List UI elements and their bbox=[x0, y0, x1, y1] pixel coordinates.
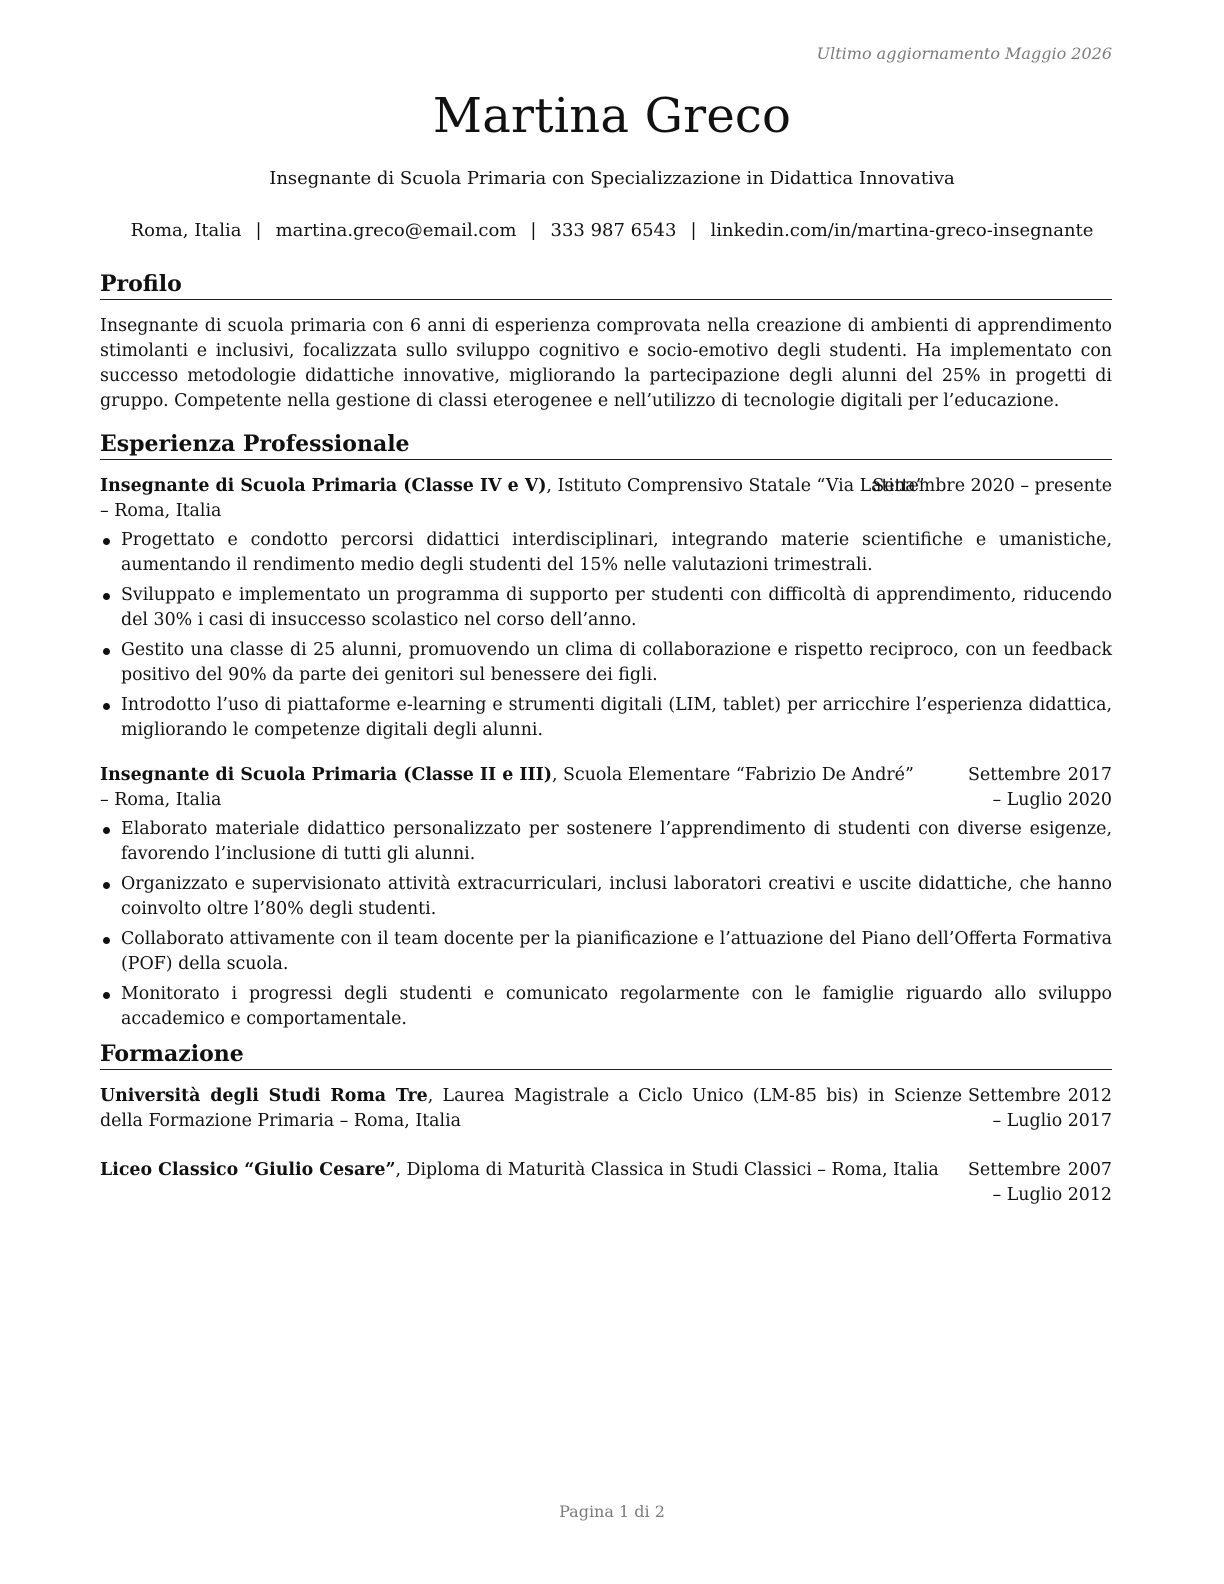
bullet-text: Introdotto l’uso di piattaforme e-learning e strumenti digitali (LIM, tablet) per arricchire l’esperienza didattica, migliorando le competenze digitali degli alunni. bbox=[121, 695, 1112, 740]
job-dates: Settembre 2017 – Luglio 2020 bbox=[968, 765, 1112, 810]
section-title-profile: Profilo bbox=[100, 270, 1112, 300]
bullet-icon bbox=[103, 703, 110, 710]
job-role: Insegnante di Scuola Primaria (Classe II e III) bbox=[100, 765, 552, 785]
job-organization: , Istituto Comprensivo Statale “Via Latina” bbox=[546, 476, 925, 496]
bullet-text: Gestito una classe di 25 alunni, promuovendo un clima di collaborazione e rispetto reciproco, con un feedback positivo del 90% da parte dei genitori sul benessere dei figli. bbox=[121, 640, 1112, 685]
bullet-icon bbox=[103, 593, 110, 600]
bullet-text: Progettato e condotto percorsi didattici interdisciplinari, integrando materie scientifiche e umanistiche, aumentando il rendimento medio degli studenti del 15% nelle valutazioni trimestrali. bbox=[121, 530, 1112, 575]
contact-phone: 333 987 6543 bbox=[550, 220, 677, 241]
resume-body bbox=[100, 270, 1112, 1208]
bullet-text: Organizzato e supervisionato attività extracurriculari, inclusi laboratori creativi e uscite didattiche, che hanno coinvolto oltre l’80% degli studenti. bbox=[121, 874, 1112, 919]
job-role: Insegnante di Scuola Primaria (Classe IV e V) bbox=[100, 476, 547, 496]
bullet-icon bbox=[103, 538, 110, 545]
contact-line bbox=[0, 220, 1224, 241]
last-updated: Ultimo aggiornamento Maggio 2026 bbox=[816, 44, 1112, 63]
section-title-experience: Esperienza Professionale bbox=[100, 430, 1112, 460]
bullet-icon bbox=[103, 648, 110, 655]
list-item bbox=[100, 693, 1112, 743]
bullet-text: Monitorato i progressi degli studenti e comunicato regolarmente con le famiglie riguardo allo sviluppo accademico e comportamentale. bbox=[121, 984, 1112, 1029]
job-dates: Settembre 2020 – presente bbox=[872, 476, 1112, 496]
candidate-name: Martina Greco bbox=[432, 88, 792, 144]
education-institution: Liceo Classico “Giulio Cesare” bbox=[100, 1160, 396, 1180]
contact-separator: | bbox=[255, 220, 262, 241]
list-item bbox=[100, 817, 1112, 867]
education-degree: , Diploma di Maturità Classica in Studi Classici – Roma, Italia bbox=[395, 1160, 939, 1180]
job-entry bbox=[100, 474, 1112, 743]
job-location: – Roma, Italia bbox=[100, 501, 222, 521]
job-bullets bbox=[100, 528, 1112, 743]
job-header bbox=[100, 474, 1112, 524]
education-dates: Settembre 2007 – Luglio 2012 bbox=[968, 1160, 1112, 1205]
education-institution: Università degli Studi Roma Tre bbox=[100, 1086, 428, 1106]
bullet-icon bbox=[103, 937, 110, 944]
list-item bbox=[100, 872, 1112, 922]
education-entry bbox=[100, 1158, 1112, 1208]
bullet-text: Sviluppato e implementato un programma di supporto per studenti con difficoltà di apprendimento, riducendo del 30% i casi di insuccesso scolastico nel corso dell’anno. bbox=[121, 585, 1112, 630]
bullet-icon bbox=[103, 882, 110, 889]
education-line bbox=[100, 1084, 962, 1134]
candidate-headline: Insegnante di Scuola Primaria con Specializzazione in Didattica Innovativa bbox=[269, 168, 955, 189]
education-entry bbox=[100, 1084, 1112, 1134]
job-location: – Roma, Italia bbox=[100, 790, 222, 810]
list-item bbox=[100, 982, 1112, 1032]
job-organization: , Scuola Elementare “Fabrizio De André” bbox=[551, 765, 914, 785]
contact-linkedin[interactable]: linkedin.com/in/martina-greco-insegnante bbox=[710, 220, 1094, 241]
education-header bbox=[100, 1158, 1112, 1208]
bullet-icon bbox=[103, 827, 110, 834]
bullet-icon bbox=[103, 992, 110, 999]
list-item bbox=[100, 583, 1112, 633]
profile-summary: Insegnante di scuola primaria con 6 anni di esperienza comprovata nella creazione di ambienti di apprendimento stimolanti e inclusivi, focalizzata sullo sviluppo cognitivo e socio-emotivo degli studenti. Ha implementato con successo metodologie didattiche innovative, migliorando la partecipazione degli alunni del 25% in progetti di gruppo. Competente nella gestione di classi eterogenee e nell’utilizzo di tecnologie digitali per l’educazione. bbox=[100, 316, 1112, 411]
contact-email[interactable]: martina.greco@email.com bbox=[275, 220, 517, 241]
list-item bbox=[100, 927, 1112, 977]
job-bullets bbox=[100, 817, 1112, 1032]
contact-location: Roma, Italia bbox=[130, 220, 242, 241]
education-dates: Settembre 2012 – Luglio 2017 bbox=[968, 1086, 1112, 1131]
contact-separator: | bbox=[690, 220, 697, 241]
list-item bbox=[100, 528, 1112, 578]
contact-separator: | bbox=[530, 220, 537, 241]
education-degree: , Laurea Magistrale a Ciclo Unico (LM-85 bis) in Scienze della Formazione Primaria – Roma, Italia bbox=[100, 1086, 963, 1131]
job-header bbox=[100, 763, 1112, 813]
job-title-line bbox=[100, 763, 962, 813]
education-line bbox=[100, 1158, 962, 1183]
bullet-text: Collaborato attivamente con il team docente per la pianificazione e l’attuazione del Piano dell’Offerta Formativa (POF) della scuola. bbox=[121, 929, 1112, 974]
bullet-text: Elaborato materiale didattico personalizzato per sostenere l’apprendimento di studenti con diverse esigenze, favorendo l’inclusione di tutti gli alunni. bbox=[121, 819, 1112, 864]
job-entry bbox=[100, 763, 1112, 1032]
page-number: Pagina 1 di 2 bbox=[559, 1502, 665, 1521]
list-item bbox=[100, 638, 1112, 688]
section-title-education: Formazione bbox=[100, 1040, 1112, 1070]
education-header bbox=[100, 1084, 1112, 1134]
